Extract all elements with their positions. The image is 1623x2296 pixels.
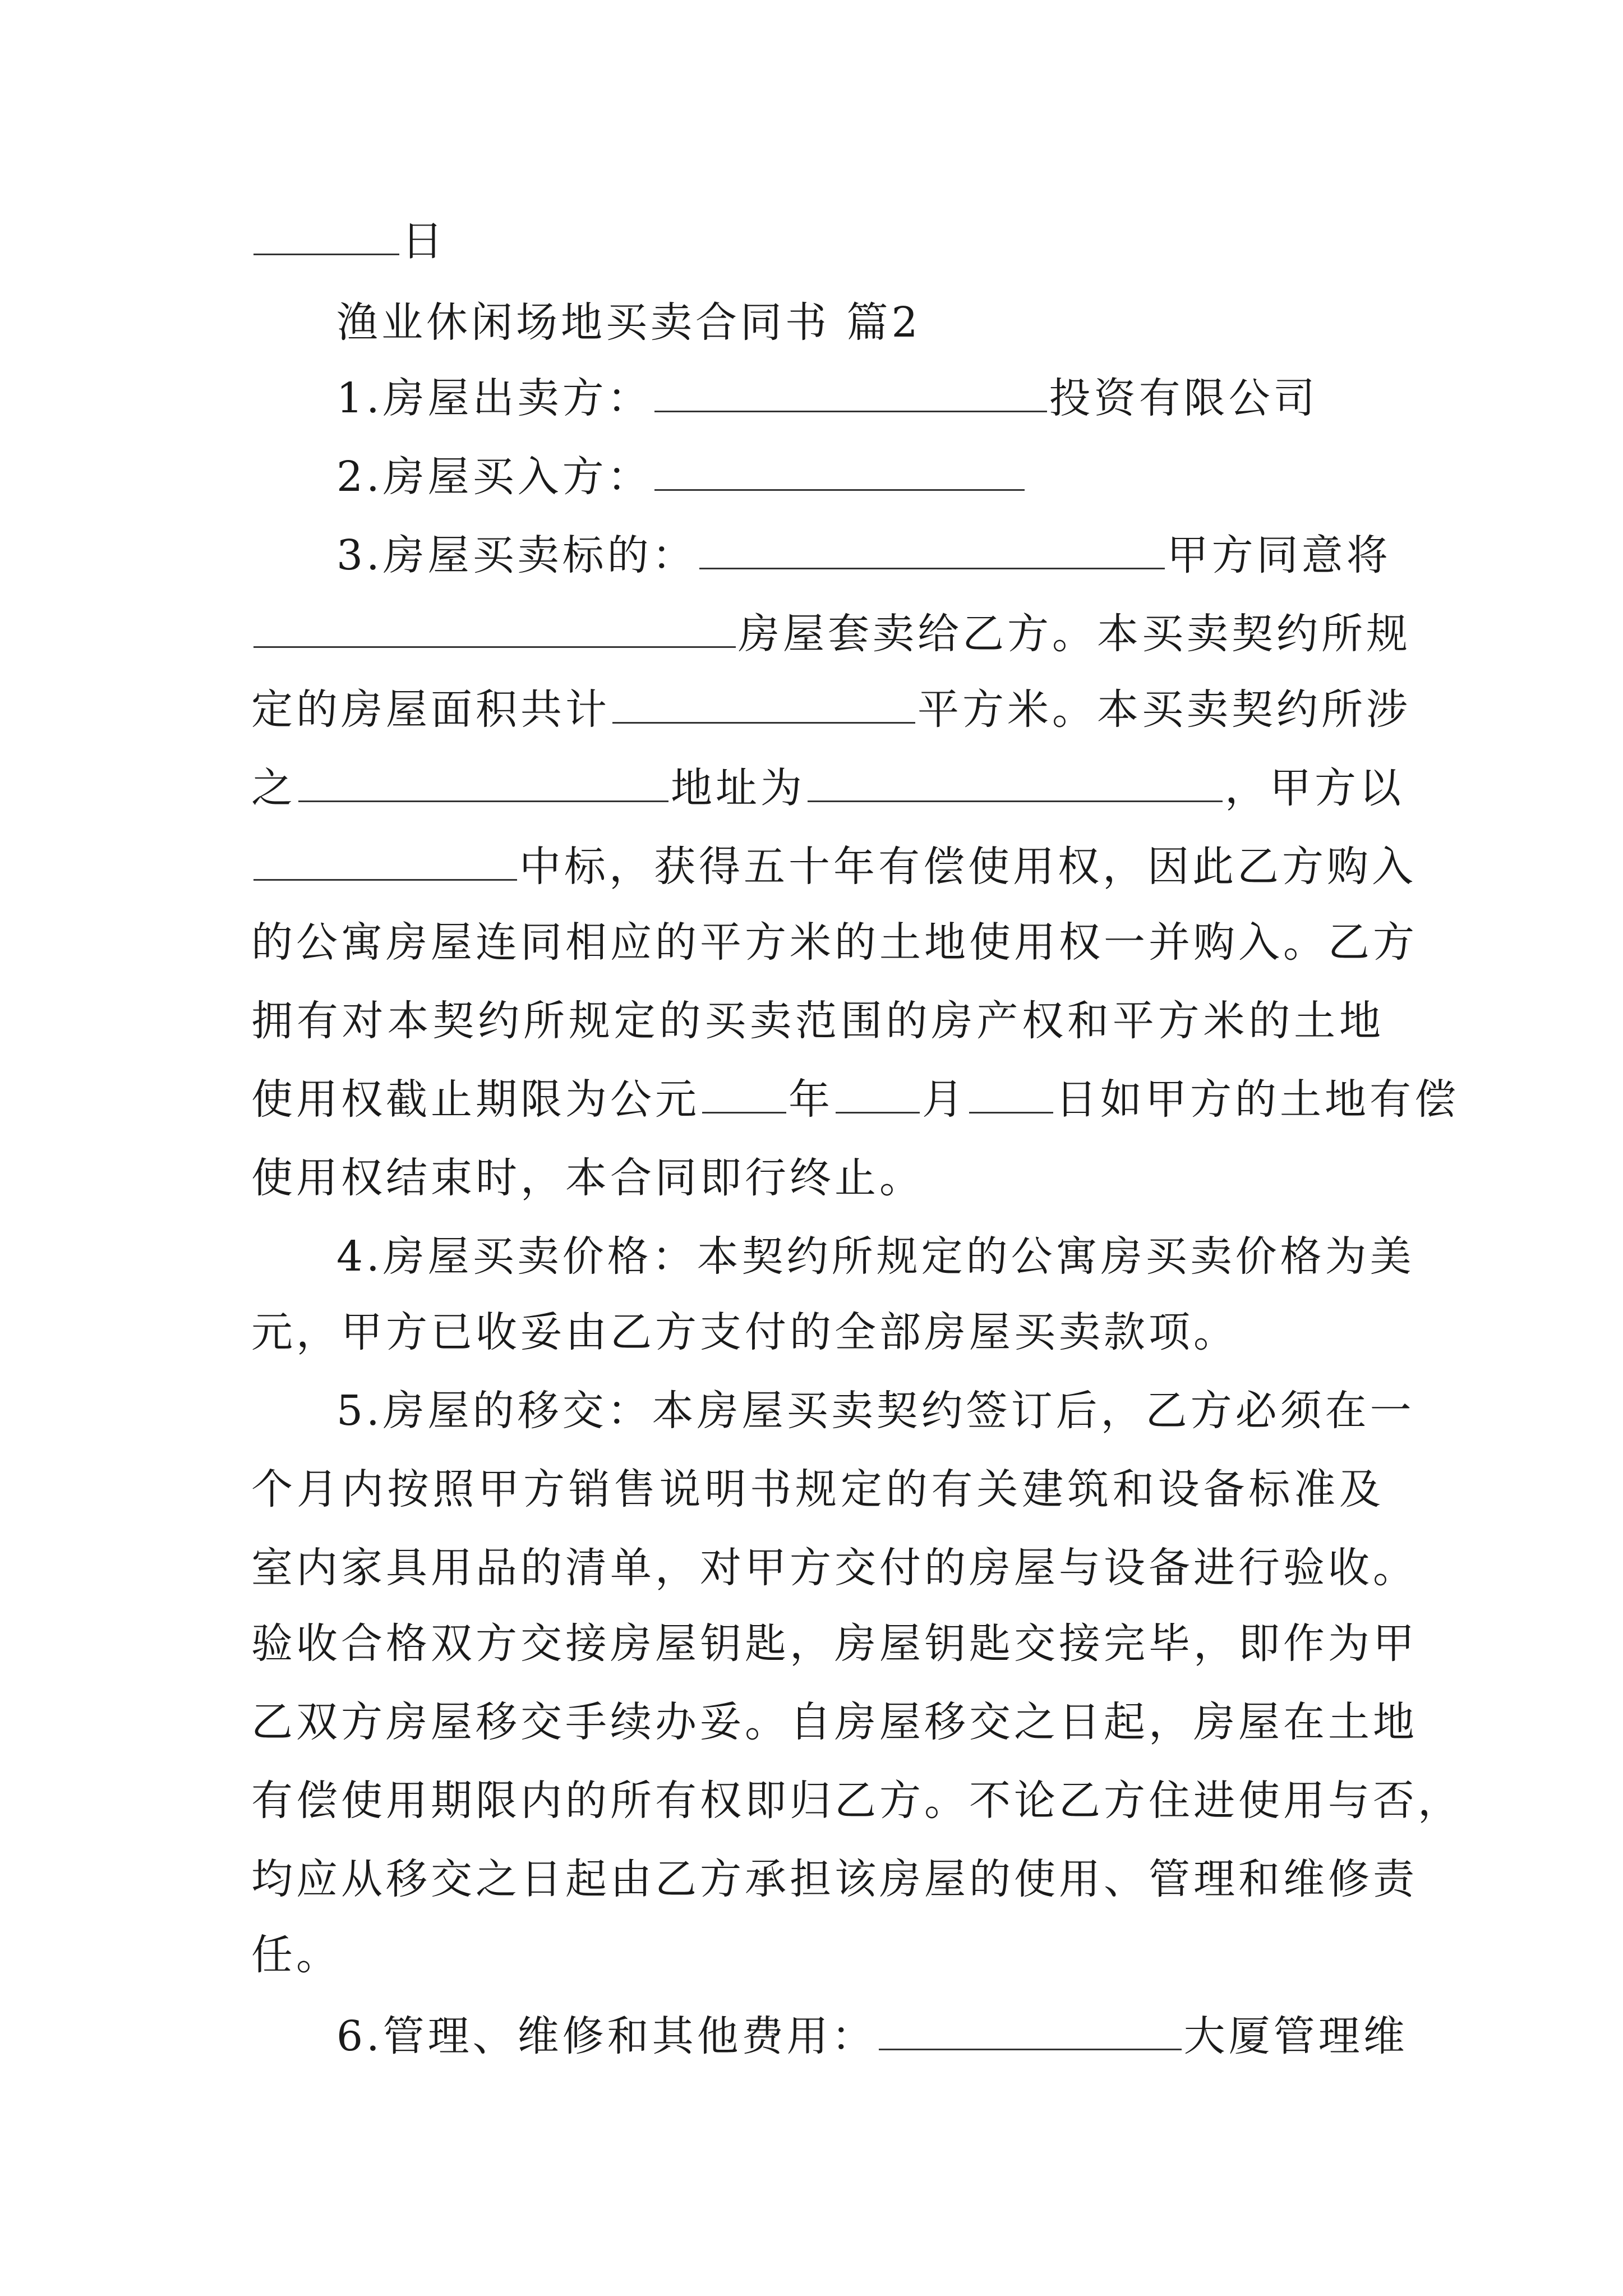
text: 2.房屋买入方： <box>336 453 652 501</box>
price-line <box>336 1217 1415 1296</box>
text: 室内家具用品的清单，对甲方交付的房屋与设备进行验收。 <box>251 1544 1418 1592</box>
subject-blank[interactable] <box>699 533 1165 569</box>
body-line <box>251 827 1417 906</box>
text: 月 <box>922 1075 967 1124</box>
body-line <box>251 1604 1418 1683</box>
text: 均应从移交之日起由乙方承担该房屋的使用、管理和维修责 <box>251 1855 1418 1903</box>
text: 4.房屋买卖价格：本契约所规定的公寓房买卖价格为美 <box>336 1232 1415 1281</box>
text: 投资有限公司 <box>1049 374 1318 422</box>
text: 中标，获得五十年有偿使用权，因此乙方购入 <box>519 843 1417 891</box>
text: 日 <box>402 217 446 265</box>
buyer-blank[interactable] <box>654 454 1025 491</box>
body-line <box>251 1139 1384 1217</box>
text: ，甲方以 <box>1225 764 1404 812</box>
year-blank[interactable] <box>702 1077 786 1114</box>
body-line <box>251 1683 1418 1761</box>
body-line <box>251 595 1411 673</box>
line-date-fragment <box>251 202 1384 280</box>
body-line <box>251 670 1411 749</box>
text: 个月内按照甲方销售说明书规定的有关建筑和设备标准及 <box>251 1465 1384 1513</box>
text: 使用权结束时，本合同即行终止。 <box>251 1154 924 1202</box>
text: 1.房屋出卖方： <box>336 374 652 422</box>
land-blank[interactable] <box>298 766 668 802</box>
text: 房屋套卖给乙方。本买卖契约所规 <box>738 610 1411 658</box>
text: 使用权截止期限为公元 <box>251 1075 700 1124</box>
seller-blank[interactable] <box>654 376 1047 412</box>
property-blank[interactable] <box>253 611 736 648</box>
text: 定的房屋面积共计 <box>251 685 610 734</box>
fees-blank[interactable] <box>879 2014 1182 2050</box>
section-heading <box>336 283 1384 362</box>
body-line <box>251 1060 1459 1139</box>
body-line <box>251 982 1384 1060</box>
day-blank[interactable] <box>969 1077 1053 1114</box>
text: 年 <box>789 1075 833 1124</box>
text: 3.房屋买卖标的： <box>336 531 697 579</box>
body-line <box>251 1450 1384 1529</box>
text: 日如甲方的土地有偿 <box>1055 1075 1459 1124</box>
text: 的公寓房屋连同相应的平方米的土地使用权一并购入。乙方 <box>251 918 1418 967</box>
heading-text: 渔业休闲场地买卖合同书 篇2 <box>336 298 921 347</box>
text: 拥有对本契约所规定的买卖范围的房产权和平方米的土地 <box>251 997 1384 1045</box>
handover-line <box>336 1372 1415 1450</box>
text: 地址为 <box>671 764 805 812</box>
body-line <box>251 1916 1384 1994</box>
address-blank[interactable] <box>808 766 1223 802</box>
text: 甲方同意将 <box>1166 531 1391 579</box>
bid-blank[interactable] <box>253 844 517 881</box>
fees-line <box>336 1997 1408 2076</box>
body-line <box>251 1840 1418 1918</box>
date-blank[interactable] <box>253 219 399 255</box>
text: 有偿使用期限内的所有权即归乙方。不论乙方住进使用与否， <box>251 1777 1463 1825</box>
month-blank[interactable] <box>836 1077 920 1114</box>
subject-line <box>336 516 1391 595</box>
text: 5.房屋的移交：本房屋买卖契约签订后，乙方必须在一 <box>336 1387 1415 1435</box>
body-line <box>251 903 1418 982</box>
text: 大厦管理维 <box>1183 2012 1408 2060</box>
body-line <box>251 1293 1384 1372</box>
body-line <box>251 1529 1418 1607</box>
seller-line <box>336 359 1384 438</box>
text: 验收合格双方交接房屋钥匙，房屋钥匙交接完毕，即作为甲 <box>251 1619 1418 1668</box>
body-line <box>251 749 1404 827</box>
text: 任。 <box>251 1931 341 1979</box>
buyer-line <box>336 438 1384 516</box>
text: 6.管理、维修和其他费用： <box>336 2012 877 2060</box>
text: 平方米。本买卖契约所涉 <box>917 685 1411 734</box>
text: 之 <box>251 764 296 812</box>
text: 元，甲方已收妥由乙方支付的全部房屋买卖款项。 <box>251 1308 1238 1356</box>
body-line <box>251 1761 1463 1840</box>
text: 乙双方房屋移交手续办妥。自房屋移交之日起，房屋在土地 <box>251 1698 1418 1746</box>
area-blank[interactable] <box>612 687 915 724</box>
